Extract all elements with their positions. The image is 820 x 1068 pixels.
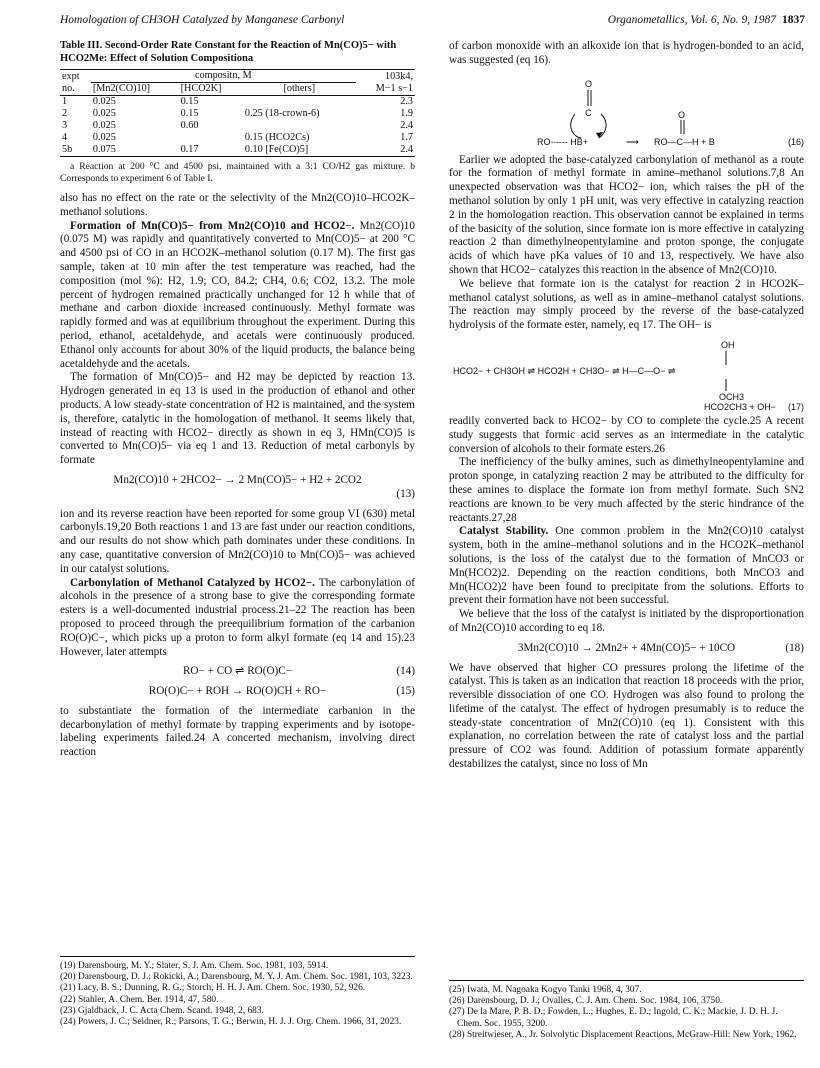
- paragraph-text: The carbonylation of alcohols in the presence of a strong base to give the corresponding formate esters is a well-documented industrial process.21–22 The reaction has been proposed to proceed through the preequilibrium formation of the carbanion RO(O)C−, which picks up a proton to form alkyl formate (eq 14 and 15).23 However, later attempts: [60, 576, 415, 658]
- paragraph: to substantiate the formation of the intermediate carbanion in the decarbonylation of methyl formate by trapping experiments and by isotope-labeling experiments failed.24 A concerted mechanism, involving direct reaction: [60, 704, 415, 759]
- running-header: [60, 14, 805, 30]
- paragraph: We believe that the loss of the catalyst is initiated by the disproportionation of Mn2(CO)10 according to eq 18.: [449, 608, 804, 634]
- table-row: [60, 108, 415, 120]
- th-no: no.: [60, 83, 91, 96]
- cell-no: 4: [62, 132, 68, 143]
- eq17-main: HCO2− + CH3OH ⇌ HCO2H + CH3O− ⇌ H—C—O− ⇌: [453, 365, 676, 376]
- cell-no: 2: [62, 108, 68, 119]
- reference: (22) Stahler, A. Chem. Ber. 1914, 47, 580.: [60, 994, 219, 1005]
- cell-hco2k: 0.15: [180, 96, 199, 107]
- reference: (24) Powers, J. C.; Seidner, R.; Parsons, T. G.; Berwin, H. J. J. Org. Chem. 1966, 31, 2023.: [60, 1017, 402, 1028]
- equation-number: (16): [787, 136, 804, 147]
- eq16-carbon: C: [585, 107, 592, 118]
- equation-13: [60, 474, 415, 502]
- right-references: [449, 980, 804, 1041]
- reference: (28) Streitwieser, A., Jr. Solvolytic Displacement Reactions, McGraw-Hill: New York, 1962.: [449, 1029, 797, 1040]
- paragraph: also has no effect on the rate or the selectivity of the Mn2(CO)10–HCO2K–methanol solutions.: [60, 192, 415, 218]
- th-mn: [Mn2(CO)10]: [91, 83, 179, 96]
- eq16-reactants: RO−---- HB+: [537, 136, 589, 147]
- equation-number: (13): [396, 487, 415, 500]
- section-heading: Formation of Mn(CO)5− from Mn2(CO)10 and HCO2−.: [70, 219, 355, 232]
- equation-text: Mn2(CO)10 + 2HCO2− → 2 Mn(CO)5− + H2 + 2CO2: [113, 473, 362, 486]
- cell-hco2k: 0.17: [179, 144, 243, 157]
- paragraph: ion and its reverse reaction have been reported for some group VI (630) metal carbonyls.19,20 Both reactions 1 and 13 are fast under our reaction conditions, and our results do not show which path dominates under these conditions. In any case, quantitative conversion of Mn2(CO)10 to Mn(CO)5− was achieved in our catalyst solutions.: [60, 507, 415, 575]
- equation-number: (14): [396, 665, 415, 678]
- paragraph: of carbon monoxide with an alkoxide ion that is hydrogen-bonded to an acid, was suggested (eq 16).: [449, 40, 804, 66]
- th-rate: 103k4,: [356, 70, 415, 83]
- header-journal: [608, 14, 805, 26]
- eq16-oxygen: O: [585, 78, 593, 89]
- paragraph: The inefficiency of the bulky amines, such as dimethylneopentylamine and proton sponge, in catalyzing reaction 2 may be attributed to the difficulty for these amines to displace the formate ion from methyl formate. Such SN2 reactions are known to be very much affected by the steric hindrance of the reactants.27,28: [449, 456, 804, 524]
- reference: (26) Darensbourg, D. J.; Ovalles, C. J. Am. Chem. Soc. 1984, 106, 3750.: [449, 996, 723, 1007]
- equation-number: (18): [785, 641, 804, 654]
- cell-k: 2.4: [356, 144, 415, 157]
- equation-text: RO− + CO ⇌ RO(O)C−: [182, 665, 293, 678]
- section-heading: Catalyst Stability.: [459, 525, 549, 538]
- reference: (25) Iwata, M. Nagoaka Kogyo Tanki 1968, 4, 307.: [449, 985, 642, 995]
- eq16-arrow: ⟶: [626, 136, 639, 147]
- cell-no: 3: [62, 120, 68, 131]
- eq16-product-oxygen: O: [678, 109, 686, 120]
- cell-others: 0.25 (18-crown-6): [244, 108, 320, 119]
- cell-k: 1.9: [400, 108, 413, 119]
- paragraph: Earlier we adopted the base-catalyzed carbonylation of methanol as a route for the formation of methyl formate in amine–methanol solutions.7,8 An unexpected observation was that HCO2− ion, which raises the pH of the methanol solution by only 1 pH unit, was very effective in catalyzing reaction 2 in the homologation reaction. This observation cannot be explained in terms of the basicity of the solution, since formate ion is more effective in catalyzing reaction 2 than dimethylneopentylamine and proton sponge, the conjugate acids of which have pKa values of 10 and 13, respectively. We have also shown that HCO2− catalyzes this reaction in the absence of Mn2(CO)10.: [449, 153, 804, 276]
- header-title: Homologation of CH3OH Catalyzed by Manganese Carbonyl: [60, 14, 345, 26]
- cell-mn: 0.075: [91, 144, 179, 157]
- right-column: [449, 40, 804, 772]
- equation-17: [449, 337, 804, 411]
- cell-hco2k: 0.15: [180, 108, 199, 119]
- equation-number: (17): [787, 401, 804, 412]
- cell-mn: 0.025: [92, 120, 116, 131]
- th-others: [others]: [243, 83, 356, 96]
- paragraph: [60, 577, 415, 660]
- table-footnote: a Reaction at 200 °C and 4500 psi, maintained with a 3:1 CO/H2 gas mixture. b Corresponds to experiment 6 of Table I.: [60, 161, 415, 184]
- paragraph: [449, 525, 804, 608]
- equation-text: 3Mn2(CO)10 → 2Mn2+ + 4Mn(CO)5− + 10CO: [517, 641, 736, 654]
- eq17-products: HCO2CH3 + OH−: [703, 401, 776, 412]
- th-hco2k: [HCO2K]: [179, 83, 243, 96]
- paragraph: [60, 220, 415, 372]
- equation-18: [449, 642, 804, 656]
- page-number: 1837: [782, 14, 805, 26]
- cell-hco2k: [179, 132, 243, 144]
- cell-others: 0.15 (HCO2Cs): [244, 132, 310, 143]
- equation-number: (15): [396, 685, 415, 698]
- th-expt: expt: [60, 70, 91, 83]
- equation-text: RO(O)C− + ROH → RO(O)CH + RO−: [148, 685, 327, 698]
- eq17-och3: OCH3: [719, 391, 745, 402]
- eq17-oh: OH: [721, 339, 735, 350]
- cell-others: [243, 96, 356, 109]
- cell-others: 0.10 [Fe(CO)5]: [243, 144, 356, 157]
- cell-mn: 0.025: [92, 108, 116, 119]
- equation-14: [60, 665, 415, 679]
- paragraph: The formation of Mn(CO)5− and H2 may be depicted by reaction 13. Hydrogen generated in eq 13 is used in the production of ethanol and other products. A low steady-state concentration of H2 is maintained, and the system is, therefore, catalytic in the homologation of methanol. It seems likely that, instead of reacting with HCO2− directly as shown in eq 3, HMn(CO)5 is converted to Mn(CO)5− via eq 1 and 13. Reduction of metal carbonyls by formate: [60, 371, 415, 467]
- table-caption: Table III. Second-Order Rate Constant for the Reaction of Mn(CO)5− with HCO2Me: Effect of Solution Compositiona: [60, 40, 397, 64]
- reference: (21) Lacy, B. S.; Dunning, R. G.; Storch, H. H. J. Am. Chem. Soc. 1930, 52, 926.: [60, 983, 366, 994]
- left-column: [60, 40, 415, 760]
- table-row: [60, 120, 415, 132]
- eq16-products: RO—C—H + B: [654, 136, 715, 147]
- reference: (27) De la Mare, P. B. D.; Fowden, L.; Hughes, E. D.; Ingold, C. K.; Mackie, J. D. H. J. Chem. Soc. 1955, 3200.: [449, 1007, 778, 1029]
- cell-hco2k: 0.60: [180, 120, 199, 131]
- paragraph-text: Mn2(CO)10 (0.075 M) was rapidly and quantitatively converted to Mn(CO)5− at 200 °C and 4500 psi of CO in an HCO2K–methanol solution (0.17 M). The first gas sample, taken at 10 min after the test temperature was reached, had the composition (mol %): H2, 1.9; CO, 84.2; CH4, 0.6; CO2, 13.2. The mole percent of hydrogen remained practically unchanged for 12 h while that of methane and carbon dioxide increased continuously. Methyl formate was rapidly formed and was at equilibrium throughout the experiment. During this period, ethanol, acetaldehyde, and acetals were continuously produced. Ethanol only accounts for about 30% of the liquid products, the balance being acetaldehyde and the acetals.: [60, 219, 415, 370]
- left-references: [60, 956, 415, 1028]
- section-heading: Carbonylation of Methanol Catalyzed by HCO2−.: [70, 576, 315, 589]
- paragraph: We believe that formate ion is the catalyst for reaction 2 in HCO2K–methanol catalyst solutions, as well as in amine–methanol catalyst solutions. The reaction may simply proceed by the reverse of the base-catalyzed hydrolysis of the formate ester, namely, eq 17. The OH− is: [449, 277, 804, 332]
- th-compositn: compositn, M: [91, 70, 356, 83]
- cell-others: [243, 120, 356, 132]
- th-rate-unit: M−1 s−1: [356, 83, 415, 96]
- equation-15: [60, 685, 415, 699]
- equation-16: [449, 72, 804, 150]
- reference: (20) Darensbourg, D. J.; Rokicki, A.; Darensbourg, M. Y. J. Am. Chem. Soc. 1981, 103, 3223.: [60, 972, 413, 983]
- cell-k: 2.4: [400, 120, 413, 131]
- table-row: [60, 144, 415, 157]
- journal-citation: Organometallics, Vol. 6, No. 9, 1987: [607, 14, 776, 26]
- cell-no: 1: [62, 96, 68, 107]
- paragraph-text: One common problem in the Mn2(CO)10 catalyst system, both in the amine–methanol solutions and in the HCO2K–methanol solutions, is the loss of the catalyst due to the formation of MnCO3 or Mn(HCO2)2. Depending on the reaction conditions, both MnCO3 and Mn(HCO2)2 have been found to precipitate from the solutions. Efforts to prevent their formation have not been successful.: [449, 525, 804, 607]
- table-row: [60, 132, 415, 144]
- reference: (19) Darensbourg, M. Y.; Slater, S. J. Am. Chem. Soc. 1981, 103, 5914.: [60, 961, 329, 971]
- cell-mn: 0.025: [92, 132, 116, 143]
- cell-k: 2.3: [400, 96, 413, 107]
- table-row: [60, 96, 415, 109]
- reference: (23) Gjaldback, J. C. Acta Chem. Scand. 1948, 2, 683.: [60, 1005, 264, 1016]
- paragraph: We have observed that higher CO pressures prolong the lifetime of the catalyst. This is taken as an indication that reaction 18 proceeds with the prior, reversible dissociation of one CO. Hydrogen was also found to prolong the lifetime of the catalyst. The effect of hydrogen presumably is to reduce the steady-state concentration of Mn2(CO)10 (eq 1). Consistent with this explanation, no correlation between the rate of catalyst loss and the partial pressure of CO2 was found. Addition of potassium formate apparently destabilizes the catalyst, since no loss of Mn: [449, 661, 804, 771]
- paragraph: readily converted back to HCO2− by CO to complete the cycle.25 A recent study suggests that formic acid serves as an intermediate in the catalytic conversion of alcohols to their formate esters.26: [449, 414, 804, 455]
- cell-no: 5b: [60, 144, 91, 157]
- cell-mn: 0.025: [92, 96, 116, 107]
- table-iii: [60, 69, 415, 157]
- cell-k: 1.7: [400, 132, 413, 143]
